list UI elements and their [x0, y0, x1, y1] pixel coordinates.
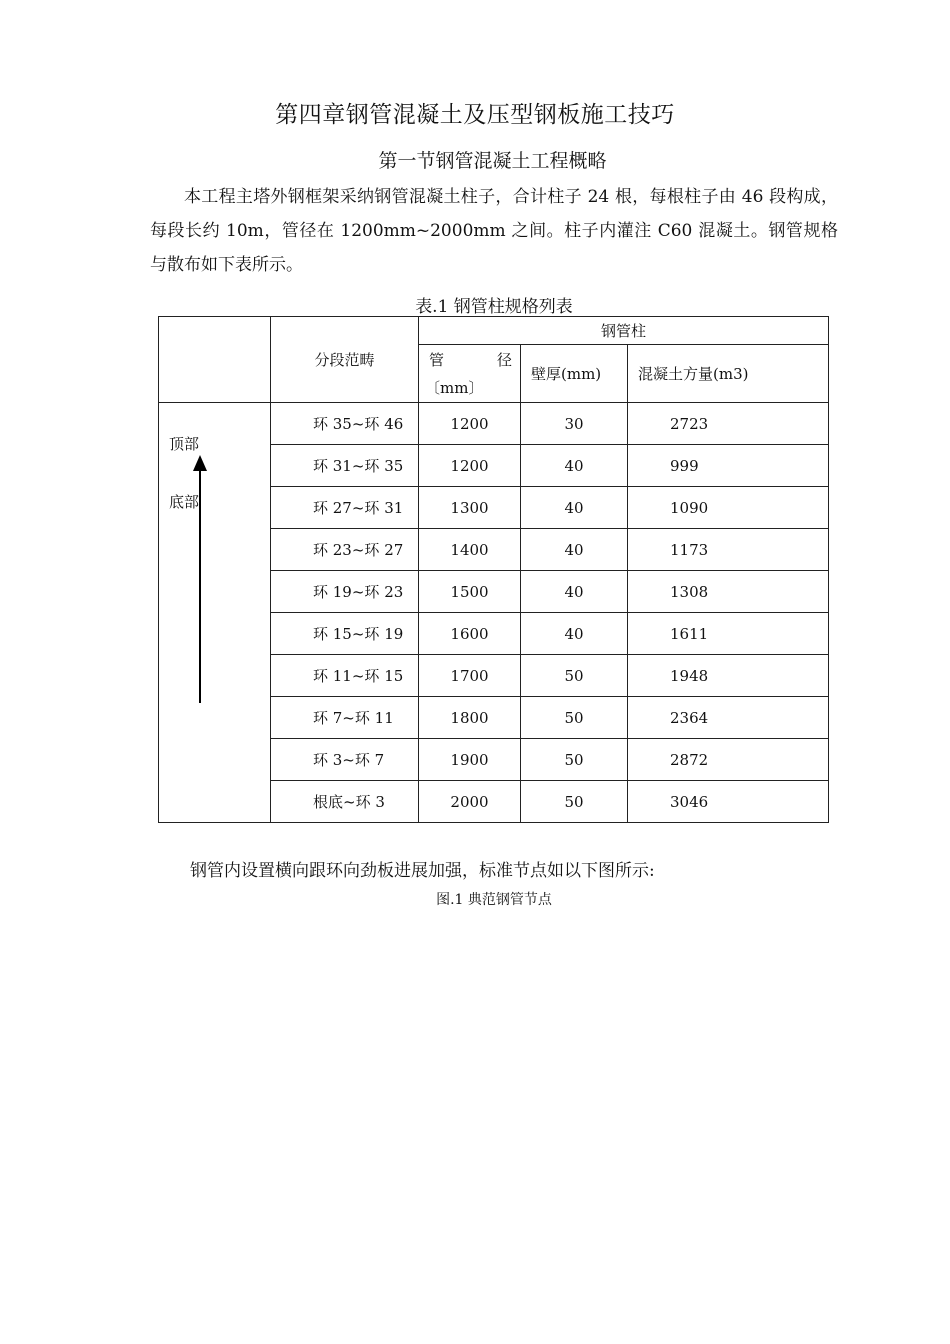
volume-cell: 1308 [628, 571, 829, 613]
range-cell: 环 19~环 23 [271, 571, 419, 613]
diameter-header-char-2: 径 [496, 351, 512, 369]
wall-cell: 40 [521, 613, 628, 655]
range-cell: 环 23~环 27 [271, 529, 419, 571]
section-title: 第一节钢管混凝土工程概略 [378, 150, 607, 172]
table-caption: 表.1 钢管柱规格列表 [415, 297, 573, 317]
wall-cell: 40 [521, 571, 628, 613]
wall-cell: 40 [521, 487, 628, 529]
diameter-header-char-1: 管 [429, 351, 445, 369]
diameter-cell: 1200 [419, 403, 521, 445]
volume-header: 混凝土方量(m3) [628, 345, 829, 403]
range-cell: 环 3~环 7 [271, 739, 419, 781]
diameter-cell: 1600 [419, 613, 521, 655]
top-label: 顶部 [169, 435, 200, 453]
diameter-cell: 2000 [419, 781, 521, 823]
volume-cell: 1948 [628, 655, 829, 697]
range-cell: 环 31~环 35 [271, 445, 419, 487]
diameter-header-unit: 〔mm〕 [425, 379, 484, 397]
range-cell: 环 11~环 15 [271, 655, 419, 697]
diameter-cell: 1500 [419, 571, 521, 613]
range-cell: 环 35~环 46 [271, 403, 419, 445]
reinforcement-note: 钢管内设置横向跟环向劲板进展加强，标准节点如以下图所示: [190, 861, 655, 881]
diameter-header [419, 345, 521, 403]
volume-cell: 2364 [628, 697, 829, 739]
diameter-cell: 1200 [419, 445, 521, 487]
volume-cell: 999 [628, 445, 829, 487]
wall-cell: 40 [521, 445, 628, 487]
wall-cell: 50 [521, 739, 628, 781]
range-header: 分段范畴 [271, 317, 419, 403]
volume-cell: 2723 [628, 403, 829, 445]
volume-cell: 2872 [628, 739, 829, 781]
range-cell: 环 7~环 11 [271, 697, 419, 739]
range-cell: 根底~环 3 [271, 781, 419, 823]
intro-paragraph: 本工程主塔外钢框架采纳钢管混凝土柱子，合计柱子 24 根，每根柱子由 46 段构成，每段长约 10m，管径在 1200mm~2000mm 之间。柱子内灌注 C60 混凝土。钢管规格与散布如下表所示。 [150, 187, 838, 275]
wall-cell: 40 [521, 529, 628, 571]
wall-cell: 50 [521, 697, 628, 739]
range-cell: 环 15~环 19 [271, 613, 419, 655]
diameter-cell: 1300 [419, 487, 521, 529]
group-header: 钢管柱 [419, 317, 829, 345]
corner-cell [159, 317, 271, 403]
chapter-title: 第四章钢管混凝土及压型钢板施工技巧 [275, 102, 675, 128]
wall-header: 壁厚(mm) [521, 345, 628, 403]
figure-caption: 图.1 典范钢管节点 [436, 892, 552, 908]
bottom-label: 底部 [169, 493, 200, 511]
position-indicator-cell [159, 403, 271, 823]
arrow-shaft [199, 469, 201, 703]
diameter-cell: 1900 [419, 739, 521, 781]
range-cell: 环 27~环 31 [271, 487, 419, 529]
steel-pipe-spec-table [158, 316, 829, 823]
diameter-cell: 1700 [419, 655, 521, 697]
volume-cell: 1611 [628, 613, 829, 655]
volume-cell: 3046 [628, 781, 829, 823]
wall-cell: 30 [521, 403, 628, 445]
diameter-cell: 1800 [419, 697, 521, 739]
diameter-cell: 1400 [419, 529, 521, 571]
volume-cell: 1173 [628, 529, 829, 571]
wall-cell: 50 [521, 655, 628, 697]
volume-cell: 1090 [628, 487, 829, 529]
table-row [159, 403, 829, 445]
wall-cell: 50 [521, 781, 628, 823]
